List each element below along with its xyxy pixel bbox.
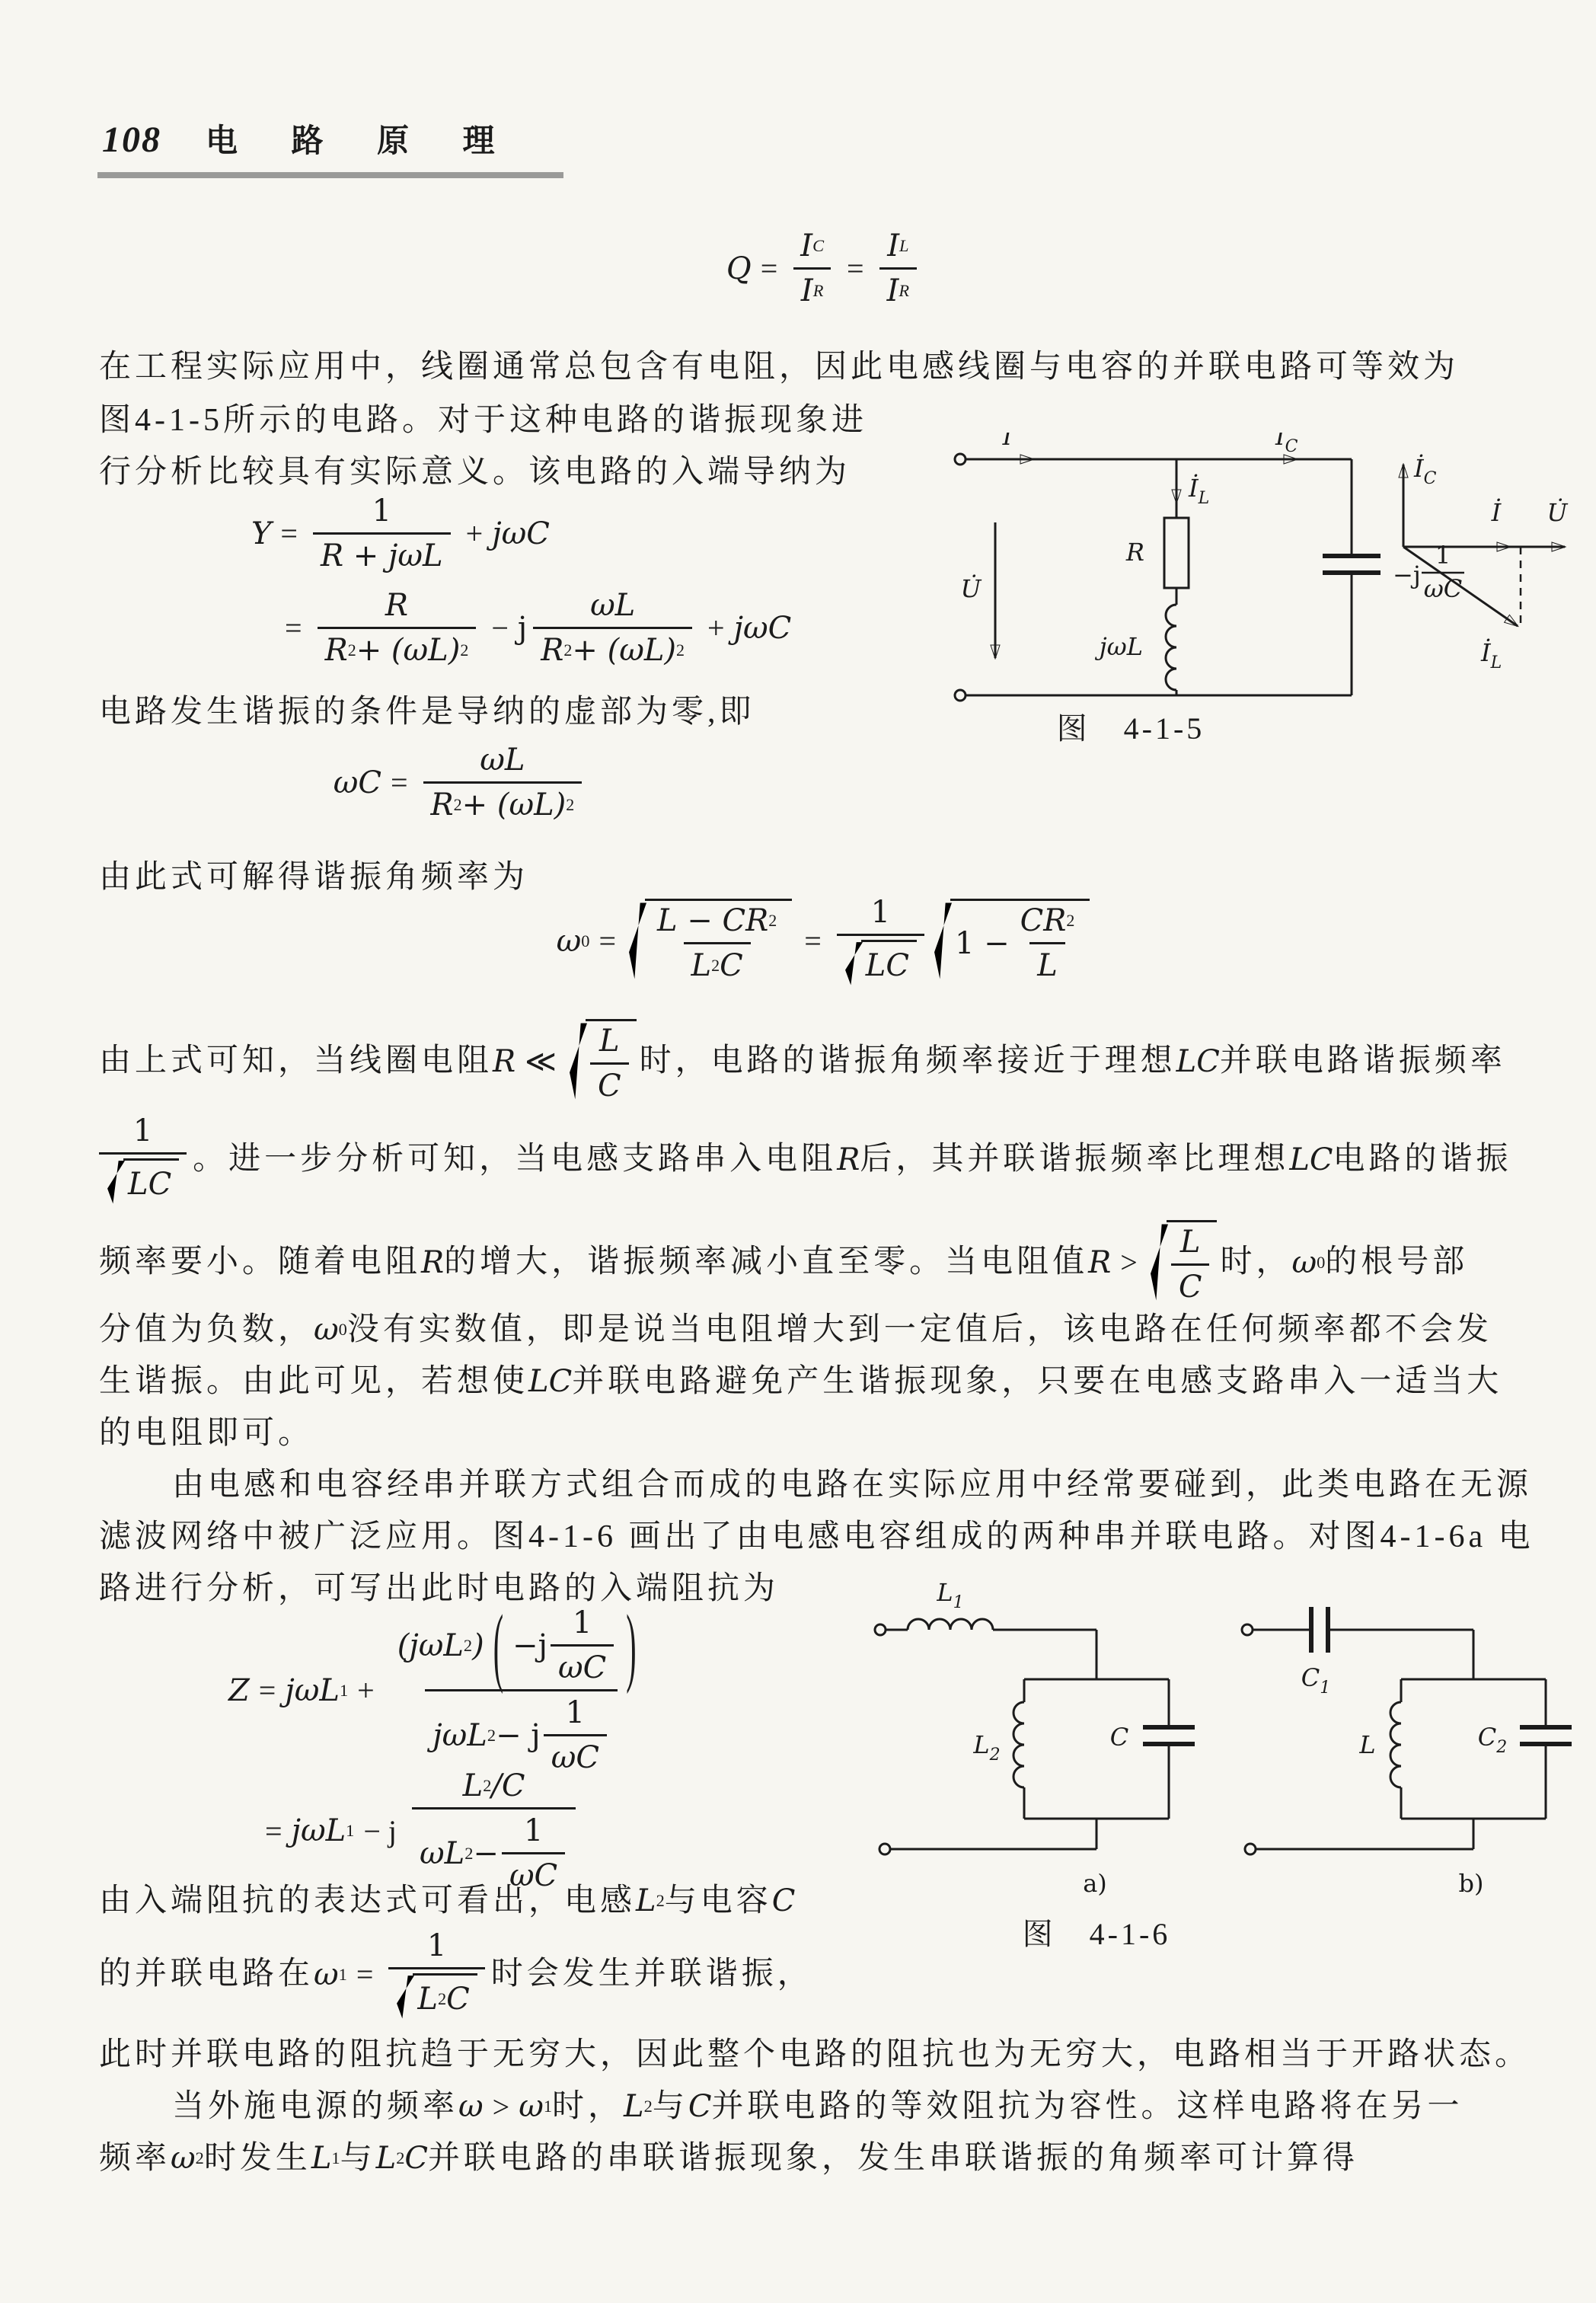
paragraph-line: 生谐振。由此可见，若想使 LC 并联电路避免产生谐振现象，只要在电感支路串入一适当大 [99, 1364, 1503, 1400]
paragraph-line: 分值为负数， ω 0 没有实数值，即是说当电阻增大到一定值后，该电路在任何频率都不会发 [99, 1312, 1492, 1348]
svg-text:ωC: ωC [1423, 574, 1463, 603]
label-inductor-impedance: jωL [1099, 632, 1143, 661]
paragraph-line: 的并联电路在 ω 1 = 1 L 2 C 时会发生并联谐振， [99, 1928, 1550, 2021]
terminal [879, 1844, 890, 1854]
formula-impedance-line1: Z = jωL 1 + (jωL 2 ) ( −j $\frac{1}{\omega C}$ ) jωL 2 − j $\frac{1}{\omega C}$ [228, 1595, 637, 1775]
label-l1: $L_1$ [937, 1578, 964, 1612]
lc-series-parallel-circuits [868, 1576, 1576, 1904]
radical-sign [628, 899, 646, 983]
phasor-label-il: $İ_L$ [1481, 638, 1502, 672]
paragraph-line: 当外施电源的频率 ω > ω 1 时， L 2 与 C 并联电路的等效阻抗为容性。这样电路将在另一 [172, 2089, 1464, 2125]
inductor-symbol-l [1390, 1702, 1401, 1787]
resistor-symbol [1164, 518, 1189, 588]
radical-sign [569, 1019, 587, 1104]
paragraph-line: 电路发生谐振的条件是导纳的虚部为零,即 [99, 695, 755, 730]
page-header [97, 116, 563, 178]
label-current-il: $İ_L$ [1189, 474, 1210, 508]
radical-sign [107, 1158, 125, 1206]
paragraph-line: 由上式可知，当线圈电阻 R ≪ $\frac{L}{C}$ 时，电路的谐振角频率接近于理想 LC 并联电路谐振频率 [99, 1019, 1550, 1104]
label-current-ic: $İ_C$ [1275, 433, 1298, 456]
label-c: C [1109, 1723, 1129, 1752]
formula-admittance-line2: = R R 2 + (ωL) 2 − j ωL R 2 + (ωL) 2 + jωC [285, 588, 792, 668]
inductor-symbol [1166, 605, 1176, 690]
radical-sign [396, 1973, 414, 2021]
formula-quality-factor: Q = I C I R = I L I R [99, 228, 1550, 308]
label-subfigure-b: b) [1458, 1869, 1484, 1898]
circuit-and-phasor-diagram [948, 433, 1595, 707]
paragraph-line: 路进行分析，可写出此时电路的入端阻抗为 [99, 1571, 780, 1606]
paragraph-line: 在工程实际应用中，线圈通常总包含有电阻，因此电感线圈与电容的并联电路可等效为 [99, 350, 1460, 385]
formula-admittance-line1: Y = $\frac{1}{\text{R + jωL}}$ + jωC [251, 494, 550, 573]
phasor-label-u: U̇ [1547, 498, 1568, 527]
terminal-bottom [955, 690, 966, 701]
figure-4-1-6 [868, 1576, 1576, 1908]
terminal [1245, 1844, 1256, 1854]
figure-4-1-5 [948, 433, 1595, 711]
book-title: 电 路 原 理 [206, 124, 518, 159]
paragraph-line: 由电感和电容经串并联方式组合而成的电路在实际应用中经常要碰到，此类电路在无源 [172, 1468, 1533, 1503]
paragraph-line: 由入端阻抗的表达式可看出，电感 L 2 与电容 C [99, 1883, 796, 1919]
terminal-top [955, 454, 966, 465]
inductor-symbol-l2 [1013, 1702, 1024, 1787]
paragraph-line: 行分析比较具有实际意义。该电路的入端导纳为 [99, 455, 851, 490]
paragraph-line: 频率要小。随着电阻 R 的增大，谐振频率减小直至零。当电阻值 R > $\frac{L}{C}$ 时， ω 0 的根号部 [99, 1220, 1550, 1305]
label-current-i: İ [1002, 433, 1013, 451]
label-resistor: R [1125, 538, 1144, 567]
formula-resonance-condition: ωC = ωL R 2 + (ωL) 2 [99, 743, 822, 822]
paragraph-line: 的电阻即可。 [99, 1416, 314, 1451]
label-c2: $C_2$ [1477, 1723, 1508, 1757]
paragraph-line: 滤波网络中被广泛应用。图4-1-6 画出了由电感电容组成的两种串并联电路。对图4-1-6a 电 [99, 1519, 1534, 1554]
paragraph-line: 由此式可解得谐振角频率为 [99, 860, 529, 895]
formula-impedance-line2: = jωL 1 − j L 2 /C ωL 2 − $\frac{1}{\omega C}$ [99, 1768, 1550, 1893]
label-c1: $C_1$ [1301, 1663, 1331, 1698]
label-subfigure-a: a) [1083, 1869, 1107, 1898]
page-number: 108 [102, 120, 161, 160]
phasor-label-i: İ [1491, 498, 1502, 527]
radical-sign [934, 899, 952, 983]
figure-4-1-5-caption: 图 4-1-5 [1056, 711, 1205, 746]
label-voltage-u: U̇ [960, 574, 982, 603]
paragraph-line: 图4-1-5所示的电路。对于这种电路的谐振现象进 [99, 403, 867, 438]
paragraph-line: $\frac{1}{LC}$ 。进一步分析可知，当电感支路串入电阻 R 后，其并联谐振频率比理想 LC 电路的谐振 [99, 1113, 1550, 1206]
label-l: L [1359, 1730, 1376, 1759]
terminal [875, 1624, 886, 1635]
paragraph-line: 此时并联电路的阻抗趋于无穷大，因此整个电路的阻抗也为无穷大，电路相当于开路状态。 [99, 2037, 1531, 2072]
radical-sign [1150, 1220, 1168, 1305]
terminal [1242, 1624, 1253, 1635]
paragraph-line: 频率 ω 2 时发生 L 1 与 L 2 C 并联电路的串联谐振现象，发生串联谐振的角频率可计算得 [99, 2141, 1359, 2177]
label-l2: $L_2$ [973, 1730, 1001, 1765]
radical-sign [844, 940, 863, 988]
inductor-symbol-l1 [908, 1619, 993, 1630]
label-capacitor-impedance: −j [1393, 561, 1421, 589]
formula-omega0: ω 0 = L − CR 2 L 2 C = $\frac{1}{LC}$ 1 − CR 2 L [99, 895, 1550, 988]
phasor-label-ic: $İ_C$ [1414, 454, 1437, 488]
svg-text:1: 1 [1435, 541, 1451, 570]
figure-4-1-6-caption: 图 4-1-6 [1022, 1917, 1171, 1951]
